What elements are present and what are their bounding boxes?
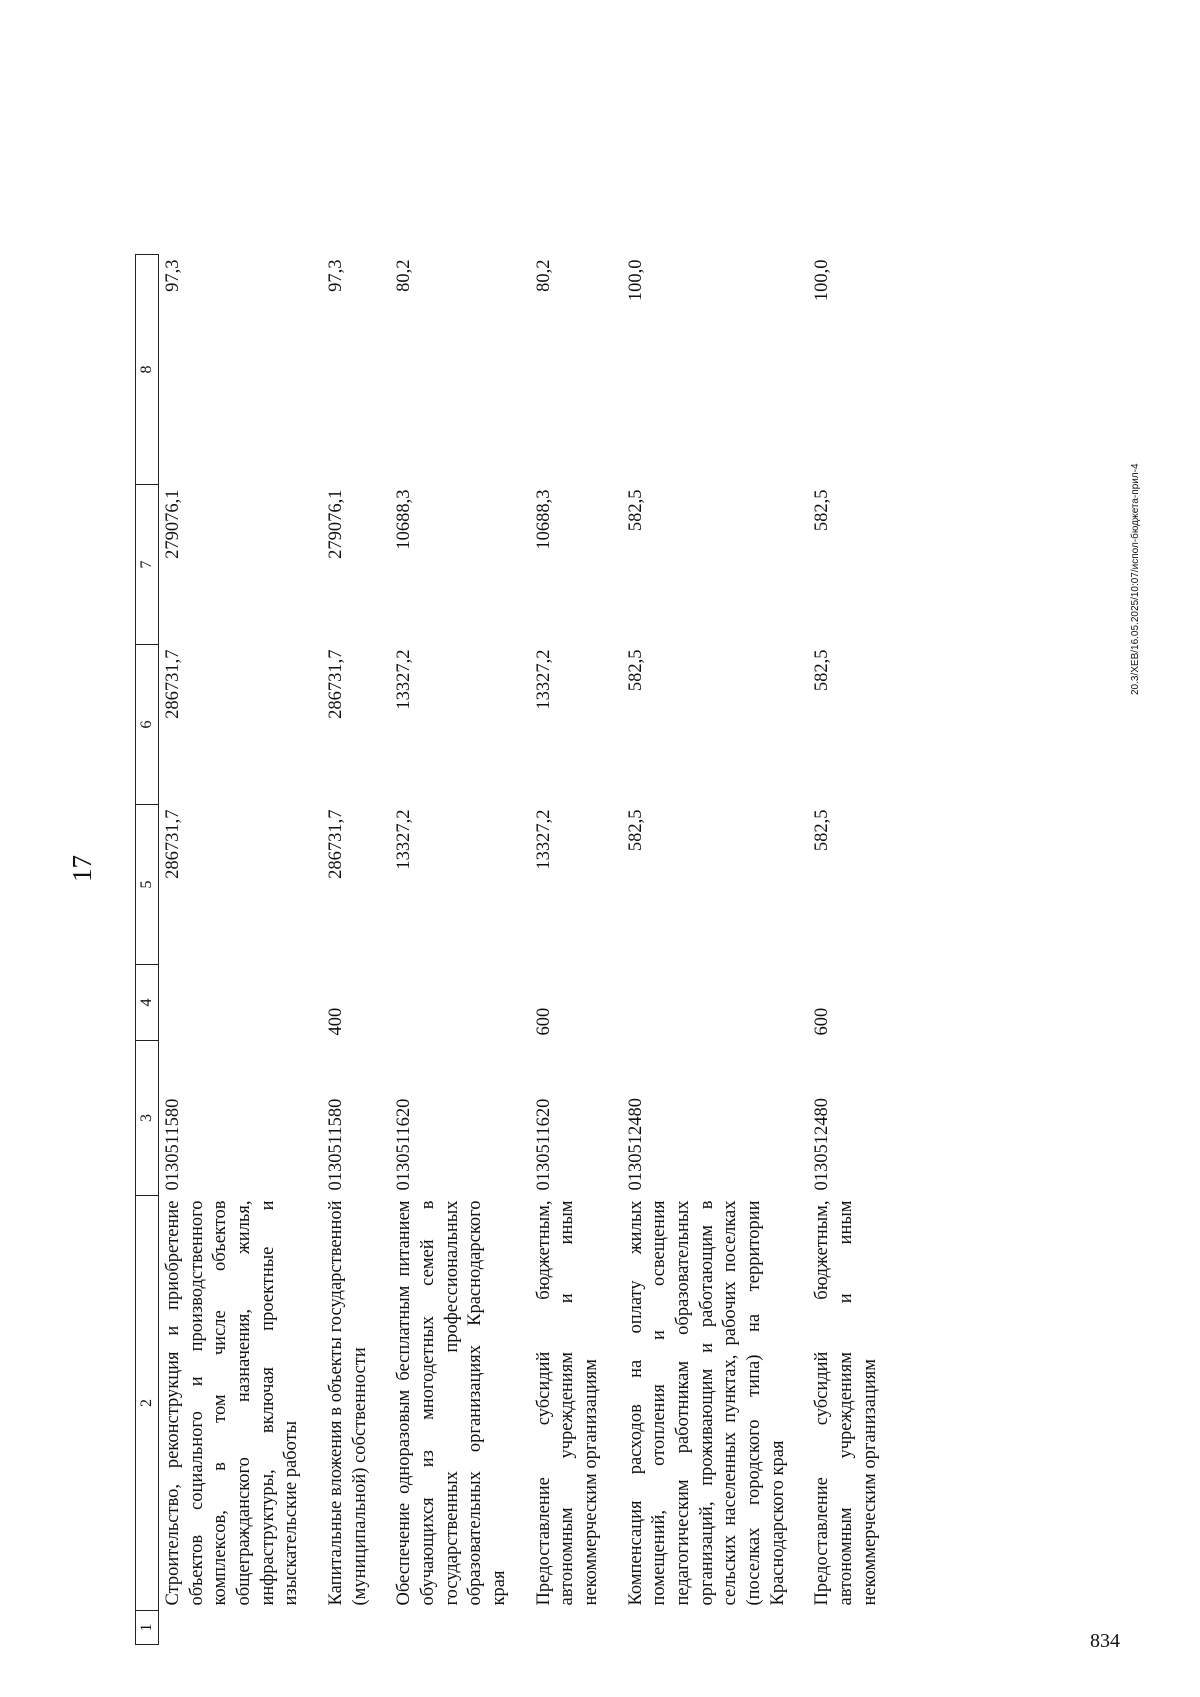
row-value-8: 80,2 bbox=[533, 259, 554, 292]
row-type: 600 bbox=[812, 1007, 833, 1036]
row-value-8: 100,0 bbox=[812, 259, 833, 302]
table-row bbox=[808, 255, 900, 1645]
row-value-6: 286731,7 bbox=[163, 649, 183, 719]
table-row bbox=[322, 255, 390, 1645]
row-value-8: 80,2 bbox=[394, 259, 415, 292]
row-value-7: 582,5 bbox=[625, 489, 646, 532]
row-value-5: 13327,2 bbox=[394, 809, 415, 870]
row-value-5: 13327,2 bbox=[533, 809, 554, 870]
column-header: 1 bbox=[136, 1611, 159, 1645]
row-code: 0130512480 bbox=[812, 1098, 833, 1191]
column-header: 5 bbox=[136, 805, 159, 965]
row-value-5: 582,5 bbox=[625, 809, 646, 852]
column-header: 8 bbox=[136, 255, 159, 485]
row-type: 400 bbox=[326, 1007, 347, 1036]
row-value-8: 97,3 bbox=[326, 259, 347, 292]
row-name: Компенсация расходов на оплату жилых помещений, отопления и освещения педагогическим работникам образовательных организаций, проживающим и работающим в сельских населенных пунктах, рабочих поселках (поселках городского типа) на территории Краснодарского края bbox=[625, 1200, 788, 1606]
row-name: Предоставление субсидий бюджетным, автономным учреждениям и иным некоммерческим организациям bbox=[812, 1200, 880, 1606]
table-row bbox=[530, 255, 622, 1645]
row-value-5: 286731,7 bbox=[163, 809, 183, 879]
row-value-5: 286731,7 bbox=[326, 809, 347, 879]
table-row bbox=[622, 255, 809, 1645]
cell-col1 bbox=[530, 1611, 622, 1645]
row-type bbox=[622, 965, 809, 1041]
row-code: 0130511580 bbox=[326, 1098, 347, 1191]
row-value-7: 10688,3 bbox=[394, 489, 415, 550]
row-value-6: 582,5 bbox=[625, 649, 646, 692]
row-value-6: 286731,7 bbox=[326, 649, 347, 719]
row-value-7: 279076,1 bbox=[326, 489, 347, 559]
row-code: 0130511620 bbox=[394, 1098, 415, 1191]
page-number: 834 bbox=[1090, 1630, 1120, 1652]
row-value-7: 279076,1 bbox=[163, 489, 183, 559]
row-value-6: 582,5 bbox=[812, 649, 833, 692]
cell-col1 bbox=[322, 1611, 390, 1645]
column-header: 3 bbox=[136, 1041, 159, 1196]
column-header: 2 bbox=[136, 1196, 159, 1611]
column-header: 4 bbox=[136, 965, 159, 1041]
row-code: 0130511620 bbox=[533, 1098, 554, 1191]
row-name: Капитальные вложения в объекты государственной (муниципальной) собственности bbox=[326, 1200, 370, 1606]
row-value-8: 97,3 bbox=[163, 259, 183, 292]
cell-col1 bbox=[808, 1611, 900, 1645]
cell-col1 bbox=[159, 1611, 323, 1645]
row-value-8: 100,0 bbox=[625, 259, 646, 302]
row-code: 0130511580 bbox=[163, 1098, 183, 1191]
cell-col1 bbox=[622, 1611, 809, 1645]
row-type bbox=[390, 965, 529, 1041]
row-name: Предоставление субсидий бюджетным, автономным учреждениям и иным некоммерческим организациям bbox=[533, 1200, 602, 1606]
row-name: Обеспечение одноразовым бесплатным питанием обучающихся из многодетных семей в государственных профессиональных образовательных организациях Краснодарского края bbox=[394, 1200, 510, 1606]
budget-table bbox=[135, 254, 900, 1645]
row-value-5: 582,5 bbox=[812, 809, 833, 852]
row-value-6: 13327,2 bbox=[394, 649, 415, 710]
row-name: Строительство, реконструкция и приобретение объектов социального и производственного комплексов, в том числе объектов общегражданского назначения, жилья, инфраструктуры, включая проектные и изыскательские работы bbox=[163, 1200, 302, 1606]
row-value-6: 13327,2 bbox=[533, 649, 554, 710]
header-page-number: 17 bbox=[67, 855, 97, 882]
row-value-7: 582,5 bbox=[812, 489, 833, 532]
footer-document-code: 20.3/ХЕВ/16.05.2025/10:07/испол-бюджета-прил-4 bbox=[1130, 463, 1141, 695]
cell-col1 bbox=[390, 1611, 529, 1645]
table-row bbox=[390, 255, 529, 1645]
rotated-page-content bbox=[45, 43, 1140, 1665]
column-header: 6 bbox=[136, 645, 159, 805]
row-value-7: 10688,3 bbox=[533, 489, 554, 550]
table-header-row bbox=[136, 255, 159, 1645]
row-type bbox=[159, 965, 323, 1041]
table-row bbox=[159, 255, 323, 1645]
column-header: 7 bbox=[136, 485, 159, 645]
row-code: 0130512480 bbox=[625, 1098, 646, 1191]
row-type: 600 bbox=[533, 1007, 554, 1036]
